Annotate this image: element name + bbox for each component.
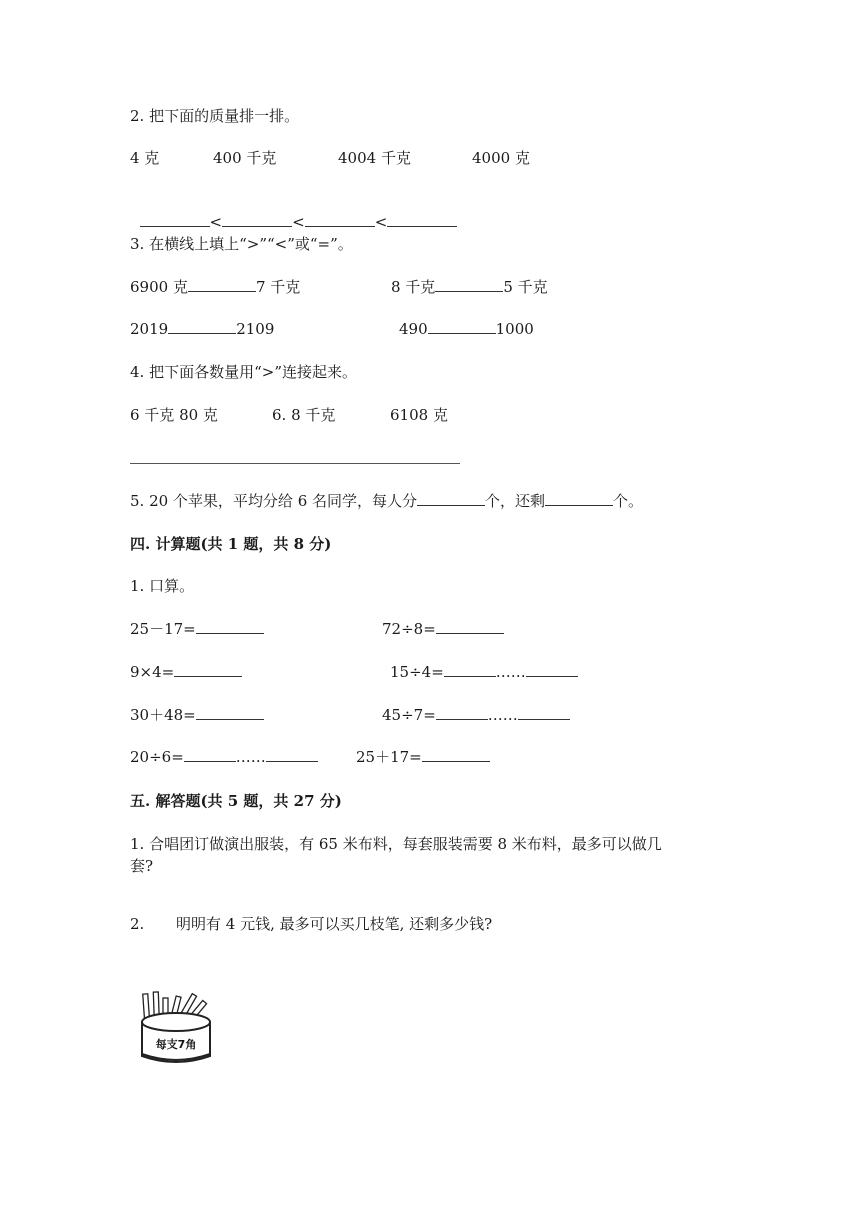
answer-blank[interactable]	[436, 619, 504, 634]
pen-price-label: 每支7角	[155, 1038, 197, 1051]
answer-blank[interactable]	[305, 212, 375, 227]
q2-item-1: 4 克	[130, 149, 160, 167]
answer-blank[interactable]	[545, 491, 613, 506]
q5-text: 5. 20 个苹果，平均分给 6 名同学，每人分 个，还剩 个。	[130, 492, 644, 510]
calc-7: 20÷6= ……	[130, 747, 318, 767]
answer-blank[interactable]	[435, 277, 503, 292]
answer-blank[interactable]	[174, 662, 242, 677]
answer-blank[interactable]	[518, 705, 570, 720]
q2-order-line	[130, 192, 457, 232]
answer-blank[interactable]	[436, 705, 488, 720]
less-than-sign: <	[374, 213, 388, 231]
section5-title: 五. 解答题(共 5 题，共 27 分)	[130, 792, 342, 810]
answer-blank[interactable]	[188, 277, 256, 292]
q2-title: 2. 把下面的质量排一排。	[130, 107, 300, 125]
answer-blank[interactable]	[196, 619, 264, 634]
answer-blank[interactable]	[428, 319, 496, 334]
q3-title: 3. 在横线上填上“>”“<”或“=”。	[130, 235, 353, 253]
q4-item-1: 6 千克 80 克	[130, 406, 218, 424]
q4-title: 4. 把下面各数量用“>”连接起来。	[130, 363, 357, 381]
answer-blank[interactable]	[184, 747, 236, 762]
q2-item-3: 4004 千克	[338, 149, 411, 167]
calc-8: 25＋17=	[356, 747, 490, 767]
calc-4: 15÷4= ……	[390, 662, 578, 682]
s5-q2-number: 2.	[130, 915, 145, 933]
section4-title: 四. 计算题(共 1 题，共 8 分)	[130, 535, 332, 553]
calc-6: 45÷7= ……	[382, 705, 570, 725]
answer-blank[interactable]	[526, 662, 578, 677]
q4-answer-line[interactable]	[130, 463, 460, 464]
answer-blank[interactable]	[196, 705, 264, 720]
q4-item-2: 6. 8 千克	[272, 406, 336, 424]
answer-blank[interactable]	[266, 747, 318, 762]
answer-blank[interactable]	[422, 747, 490, 762]
s5-q2-text: 明明有 4 元钱, 最多可以买几枝笔, 还剩多少钱?	[176, 915, 493, 933]
calc-1: 25－17=	[130, 619, 264, 639]
answer-blank[interactable]	[387, 212, 457, 227]
calc-3: 9×4=	[130, 662, 242, 682]
section4-sub: 1. 口算。	[130, 577, 195, 595]
q2-item-4: 4000 克	[472, 149, 530, 167]
q2-item-2: 400 千克	[213, 149, 277, 167]
calc-5: 30＋48=	[130, 705, 264, 725]
q3-row1-left: 6900 克 7 千克	[130, 278, 301, 296]
s5-q1-line2: 套?	[130, 857, 154, 875]
answer-blank[interactable]	[140, 212, 210, 227]
answer-blank[interactable]	[168, 319, 236, 334]
less-than-sign: <	[292, 213, 305, 231]
calc-2: 72÷8=	[382, 619, 504, 639]
answer-blank[interactable]	[222, 212, 292, 227]
q3-row2-left: 2019 2109	[130, 320, 275, 338]
answer-blank[interactable]	[417, 491, 485, 506]
q3-row2-right: 490 1000	[399, 320, 534, 338]
answer-blank[interactable]	[444, 662, 496, 677]
less-than-sign: <	[209, 213, 223, 231]
pen-holder-icon	[136, 988, 226, 1068]
q3-row1-right: 8 千克 5 千克	[391, 278, 548, 296]
s5-q1-line1: 1. 合唱团订做演出服装，有 65 米布料，每套服装需要 8 米布料，最多可以做几	[130, 835, 662, 853]
q4-item-3: 6108 克	[390, 406, 448, 424]
